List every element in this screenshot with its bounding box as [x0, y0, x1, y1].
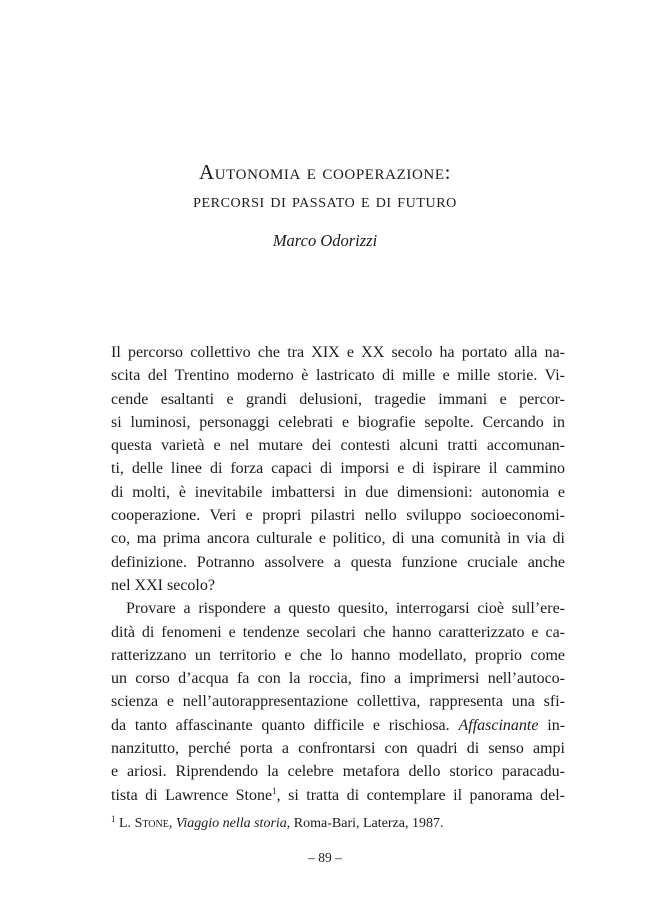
- text-line: cende esaltanti e grandi delusioni, tragedie immani e percor-: [111, 390, 565, 408]
- emphasis-word: Affascinante: [458, 716, 539, 734]
- text-line: scita del Trentino moderno è lastricato di mille e mille storie. Vi-: [111, 367, 565, 385]
- text-line: ratterizzano un territorio e che lo hanno modellato, proprio come: [111, 646, 565, 664]
- page-number: – 89 –: [308, 850, 342, 865]
- text-line: definizione. Potranno assolvere a questa funzione cruciale anche: [111, 553, 565, 571]
- body-text: [111, 341, 565, 807]
- text-segment: tista di Lawrence Stone: [111, 786, 273, 804]
- text-segment: da tanto affascinante quanto difficile e rischiosa.: [111, 716, 450, 734]
- footnote-author-surname: Stone: [134, 816, 169, 831]
- footnote: [111, 816, 565, 832]
- text-line: Il percorso collettivo che tra XIX e XX secolo ha portato alla na-: [111, 344, 565, 361]
- text-line: Provare a rispondere a questo quesito, interrogarsi cioè sull’ere-: [126, 600, 565, 618]
- footnote-ref[interactable]: 1: [272, 785, 277, 796]
- footnote-marker: 1: [111, 814, 116, 824]
- text-line: scienza e nell’autorappresentazione collettiva, rappresenta una sfi-: [111, 693, 565, 711]
- author-name: Marco Odorizzi: [272, 231, 378, 250]
- text-line: [111, 714, 565, 737]
- text-line: ti, delle linee di forza capaci di imporsi e di ispirare il cammino: [111, 460, 565, 478]
- chapter-title: Autonomia e cooperazione:: [198, 160, 452, 184]
- text-line: e ariosi. Riprendendo la celebre metafora dello storico paracadu-: [111, 763, 565, 781]
- text-segment: in-: [547, 716, 566, 734]
- text-line: un corso d’acqua fa con la roccia, fino a imprimersi nell’autoco-: [111, 670, 565, 688]
- footnote-publication: , Roma-Bari, Laterza, 1987.: [286, 816, 444, 831]
- text-line: cooperazione. Veri e propri pilastri nello sviluppo socioeconomi-: [111, 507, 565, 525]
- chapter-subtitle: percorsi di passato e di futuro: [193, 190, 457, 212]
- text-line: di molti, è inevitabile imbattersi in due dimensioni: autonomia e: [111, 483, 565, 501]
- text-line: nel XXI secolo?: [111, 576, 215, 594]
- footnote-separator: ,: [168, 816, 173, 831]
- text-line: questa varietà e nel mutare dei contesti alcuni tratti accomunan-: [111, 437, 565, 455]
- text-line: co, ma prima ancora culturale e politico, di una comunità in via di: [111, 530, 565, 548]
- footnote-book-title: Viaggio nella storia: [175, 816, 287, 831]
- text-segment: , si tratta di contemplare il panorama del-: [276, 786, 565, 804]
- text-line: nanzitutto, perché porta a confrontarsi con quadri di senso ampi: [111, 740, 565, 758]
- text-line: si luminosi, personaggi celebrati e biografie sepolte. Cercando in: [111, 413, 565, 431]
- footnote-author-initial: L.: [119, 816, 132, 831]
- text-line: [111, 784, 565, 807]
- text-line: dità di fenomeni e tendenze secolari che hanno caratterizzato e ca-: [111, 623, 565, 641]
